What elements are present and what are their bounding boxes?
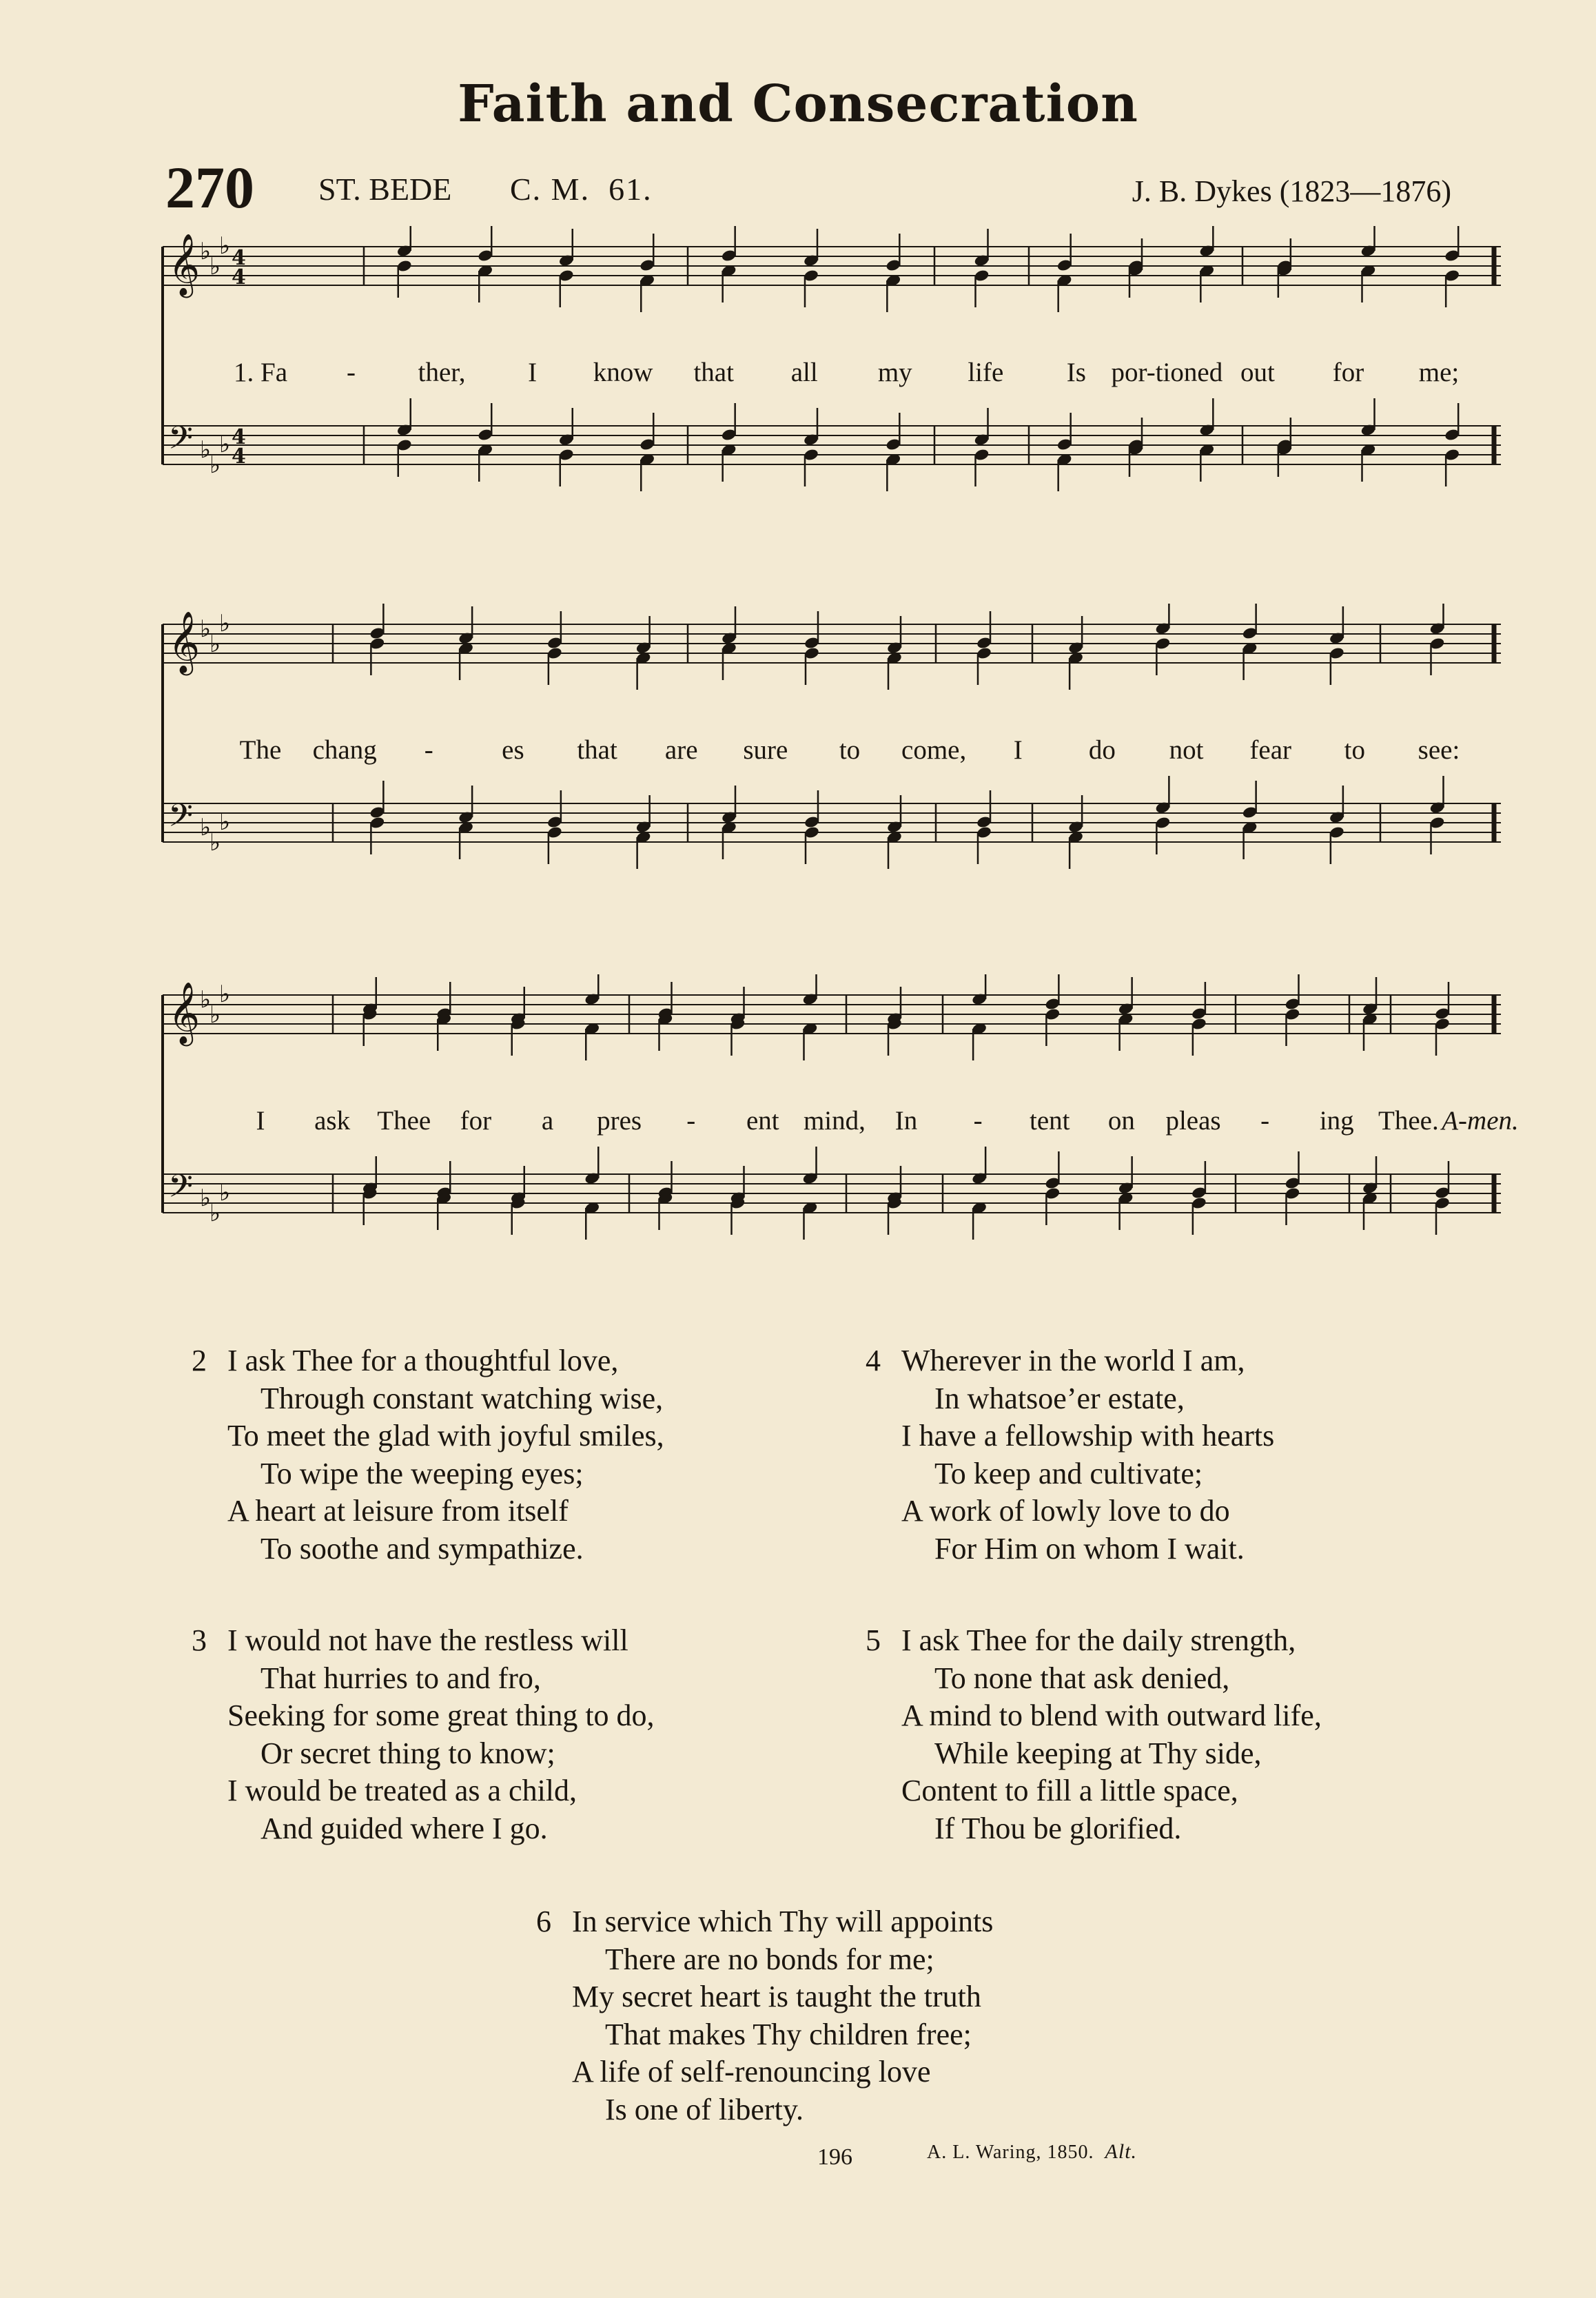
lyric-syllable: pleas [1165, 1106, 1221, 1136]
flat-icon: ♭ [219, 808, 231, 836]
time-signature-icon: 4 [232, 246, 246, 270]
lyric-syllable: The [239, 735, 282, 765]
verse-line: And guided where I go. [260, 1811, 548, 1845]
lyric-syllable: sure [743, 735, 788, 765]
lyric-syllable: all [790, 358, 818, 387]
treble-staff [163, 226, 1501, 312]
verse-line: I ask Thee for the daily strength, [901, 1623, 1296, 1657]
time-signature-icon: 4 [232, 425, 246, 449]
lyric-syllable: that [577, 735, 617, 765]
verse-line: Through constant watching wise, [260, 1381, 664, 1415]
verse-3 [192, 1622, 655, 1848]
author-note: Alt. [1105, 2140, 1138, 2163]
lyric-syllable: A-men. [1442, 1106, 1519, 1136]
treble-clef-icon: 𝄞 [168, 611, 201, 673]
verse-line: If Thou be glorified. [934, 1811, 1182, 1845]
composer: J. B. Dykes (1823—1876) [1132, 174, 1451, 208]
lyric-syllable: - [1260, 1106, 1270, 1136]
meter [510, 171, 653, 207]
verse-line: A heart at leisure from itself [227, 1494, 569, 1528]
lyric-syllable: to [1344, 735, 1366, 765]
lyric-syllable: pres [597, 1106, 642, 1136]
lyric-syllable: - [686, 1106, 696, 1136]
lyric-syllable: to [839, 735, 861, 765]
treble-staff [163, 604, 1501, 690]
lyric-syllable: come, [901, 735, 967, 765]
lyric-syllable: - [347, 358, 356, 387]
verse-line: While keeping at Thy side, [934, 1736, 1262, 1770]
verse-line: Or secret thing to know; [260, 1736, 555, 1770]
lyric-syllable: Is [1066, 358, 1086, 387]
verse-number: 6 [536, 1905, 551, 1938]
verse-line: To soothe and sympathize. [260, 1531, 584, 1566]
lyric-syllable: out [1240, 358, 1275, 387]
verse-line: I have a fellowship with hearts [901, 1419, 1275, 1453]
verse-4 [866, 1342, 1275, 1568]
flat-icon: ♭ [209, 253, 221, 280]
flat-icon: ♭ [219, 610, 231, 637]
verse-line: A life of self-renouncing love [572, 2055, 931, 2089]
lyric-syllable: In [894, 1106, 918, 1136]
hymn-number: 270 [165, 154, 254, 220]
time-signature-icon: 4 [232, 265, 246, 289]
lyric-syllable: life [968, 358, 1004, 387]
flat-icon: ♭ [200, 814, 212, 841]
music-system-2 [157, 604, 1501, 955]
flat-icon: ♭ [219, 981, 231, 1008]
lyric-syllable: tent [1030, 1106, 1070, 1136]
lyric-syllable: are [664, 735, 698, 765]
tune-name: ST. BEDE [318, 172, 452, 207]
music-system-3 [157, 974, 1519, 1326]
verse-line: Seeking for some great thing to do, [227, 1699, 655, 1733]
lyric-syllable: see: [1418, 735, 1460, 765]
bass-staff [163, 776, 1501, 869]
bass-staff [163, 398, 1501, 491]
verse-line: I would not have the restless will [227, 1623, 628, 1657]
flat-icon: ♭ [209, 451, 221, 479]
verse-line: I would be treated as a child, [227, 1774, 577, 1808]
flat-icon: ♭ [219, 232, 231, 260]
lyric-syllable: I [528, 358, 538, 387]
author-name: A. L. Waring, 1850. [927, 2142, 1094, 2163]
lyric-syllable: know [593, 358, 653, 387]
verse-6 [536, 1903, 994, 2129]
verse-line: My secret heart is taught the truth [572, 1980, 981, 2014]
tune-number: 61. [608, 172, 653, 207]
lyric-syllable: me; [1418, 358, 1460, 387]
verse-number: 3 [192, 1623, 207, 1657]
treble-clef-icon: 𝄞 [168, 234, 201, 296]
lyric-syllable: for [1332, 358, 1364, 387]
treble-staff [163, 974, 1501, 1060]
verse-line: To wipe the weeping eyes; [260, 1456, 584, 1490]
lyric-syllable: - [973, 1106, 983, 1136]
lyric-syllable: fear [1249, 735, 1292, 765]
lyric-syllable: 1. Fa [234, 358, 287, 387]
verse-line: To none that ask denied, [934, 1661, 1230, 1695]
bass-clef-icon: 𝄢 [168, 420, 194, 464]
verse-5 [866, 1622, 1322, 1848]
lyric-syllable: Thee. [1378, 1106, 1439, 1136]
page-title: Faith and Consecration [458, 74, 1138, 134]
page-number: 196 [817, 2144, 852, 2170]
flat-icon: ♭ [219, 1179, 231, 1207]
lyric-syllable: por-tioned [1111, 358, 1223, 387]
lyric-syllable: do [1088, 735, 1116, 765]
verse-line: A work of lowly love to do [901, 1494, 1230, 1528]
lyric-syllable: not [1169, 735, 1204, 765]
flat-icon: ♭ [200, 615, 212, 643]
flat-icon: ♭ [209, 1001, 221, 1029]
verse-line: In whatsoe’er estate, [934, 1381, 1185, 1415]
meter-label: C. M. [510, 172, 591, 207]
verse-number: 4 [866, 1344, 881, 1377]
verse-number: 5 [866, 1623, 881, 1657]
lyric-syllable: a [541, 1106, 554, 1136]
verse-line: To keep and cultivate; [934, 1456, 1203, 1490]
lyric-syllable: ther, [418, 358, 466, 387]
author-credit [927, 2140, 1137, 2164]
verse-line: Is one of liberty. [605, 2092, 804, 2126]
lyric-syllable: for [460, 1106, 492, 1136]
verse-number: 2 [192, 1344, 207, 1377]
verse-line: Content to fill a little space, [901, 1774, 1238, 1808]
flat-icon: ♭ [209, 630, 221, 658]
lyric-syllable: chang [312, 735, 377, 765]
verse-line: Wherever in the world I am, [901, 1344, 1245, 1377]
lyric-syllable: es [502, 735, 524, 765]
lyric-syllable: that [693, 358, 734, 387]
verse-2 [192, 1342, 664, 1568]
flat-icon: ♭ [200, 436, 212, 464]
verse-line: That makes Thy children free; [605, 2017, 972, 2051]
bass-staff [163, 1147, 1501, 1240]
lyric-syllable: mind, [803, 1106, 866, 1136]
verse-line: That hurries to and fro, [260, 1661, 541, 1695]
music-system-1 [157, 226, 1501, 577]
lyric-syllable: I [1013, 735, 1023, 765]
bass-clef-icon: 𝄢 [168, 1168, 194, 1213]
verse-line: To meet the glad with joyful smiles, [227, 1419, 664, 1453]
flat-icon: ♭ [219, 431, 231, 458]
lyric-syllable: on [1107, 1106, 1135, 1136]
lyric-syllable: - [424, 735, 433, 765]
lyric-syllable: my [877, 358, 912, 387]
lyric-syllable: ent [746, 1106, 779, 1136]
verse-line: For Him on whom I wait. [934, 1531, 1245, 1566]
verse-line: A mind to blend with outward life, [901, 1699, 1322, 1733]
flat-icon: ♭ [200, 986, 212, 1014]
verse-line: In service which Thy will appoints [572, 1905, 994, 1938]
treble-clef-icon: 𝄞 [168, 982, 201, 1044]
lyric-syllable: ask [314, 1106, 351, 1136]
flat-icon: ♭ [209, 829, 221, 856]
time-signature-icon: 4 [232, 444, 246, 469]
music-staff-1 [157, 226, 1501, 536]
lyric-syllable: I [256, 1106, 265, 1136]
verse-line: I ask Thee for a thoughtful love, [227, 1344, 619, 1377]
lyric-syllable: Thee [377, 1106, 431, 1136]
verse-line: There are no bonds for me; [605, 1942, 934, 1976]
bass-clef-icon: 𝄢 [168, 797, 194, 842]
flat-icon: ♭ [200, 238, 212, 265]
lyric-syllable: ing [1319, 1106, 1354, 1136]
flat-icon: ♭ [209, 1200, 221, 1227]
flat-icon: ♭ [200, 1184, 212, 1212]
